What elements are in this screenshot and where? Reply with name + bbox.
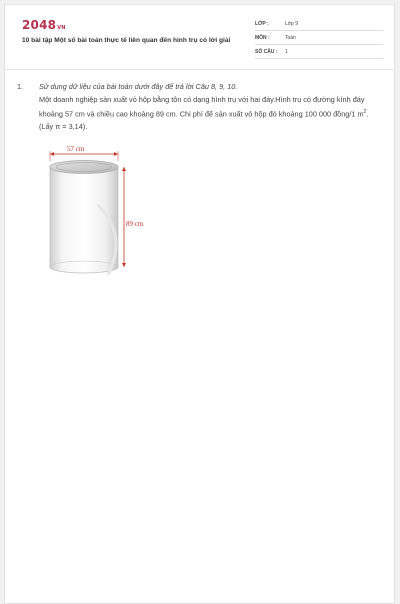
height-arrow-bottom <box>122 263 126 267</box>
document-title: 10 bài tập Một số bài toán thực tế liên quan đến hình trụ có lời giải <box>22 37 231 44</box>
cylinder-diagram <box>38 145 158 275</box>
question-body <box>39 80 377 133</box>
logo-suffix: VN <box>57 25 66 31</box>
meta-count-label: SỐ CÂU : <box>255 49 278 55</box>
height-arrow-top <box>122 167 126 171</box>
meta-class-label: LỚP : <box>255 21 269 27</box>
question-text-part-1: Một doanh nghiệp sản xuất vỏ hộp bằng tôn có dạng hình trụ với hai đáy.Hình trụ có đường kính đáy khoảng 57 cm và chiều cao khoảng 89 cm. Chi phí để sản xuất vỏ hộp đó khoảng 100 000 đồng/1 m <box>39 95 365 119</box>
question-intro: Sử dụng dữ liệu của bài toán dưới đây để trả lời Câu 8, 9, 10. <box>39 82 238 91</box>
question-superscript: 2 <box>363 109 367 115</box>
meta-subject-label: MÔN : <box>255 35 270 41</box>
question-text-part-2: . (Lấy π = 3,14). <box>39 109 369 132</box>
meta-subject <box>255 34 383 45</box>
document-header <box>5 5 394 70</box>
site-logo[interactable] <box>22 18 66 32</box>
meta-count-value: 1 <box>285 49 288 55</box>
question-number: 1. <box>17 82 24 91</box>
question-text <box>39 93 377 133</box>
diameter-arrow-left <box>50 152 54 156</box>
meta-class-value: Lớp 9 <box>285 21 299 27</box>
diameter-label: 57 cm <box>67 145 85 153</box>
logo-text: 2048 <box>22 18 57 32</box>
meta-count <box>255 48 383 59</box>
diameter-arrow-right <box>114 152 118 156</box>
cylinder-figure <box>38 145 158 275</box>
height-label: 89 cm <box>126 220 144 228</box>
meta-class <box>255 20 383 31</box>
meta-subject-value: Toán <box>285 35 296 41</box>
